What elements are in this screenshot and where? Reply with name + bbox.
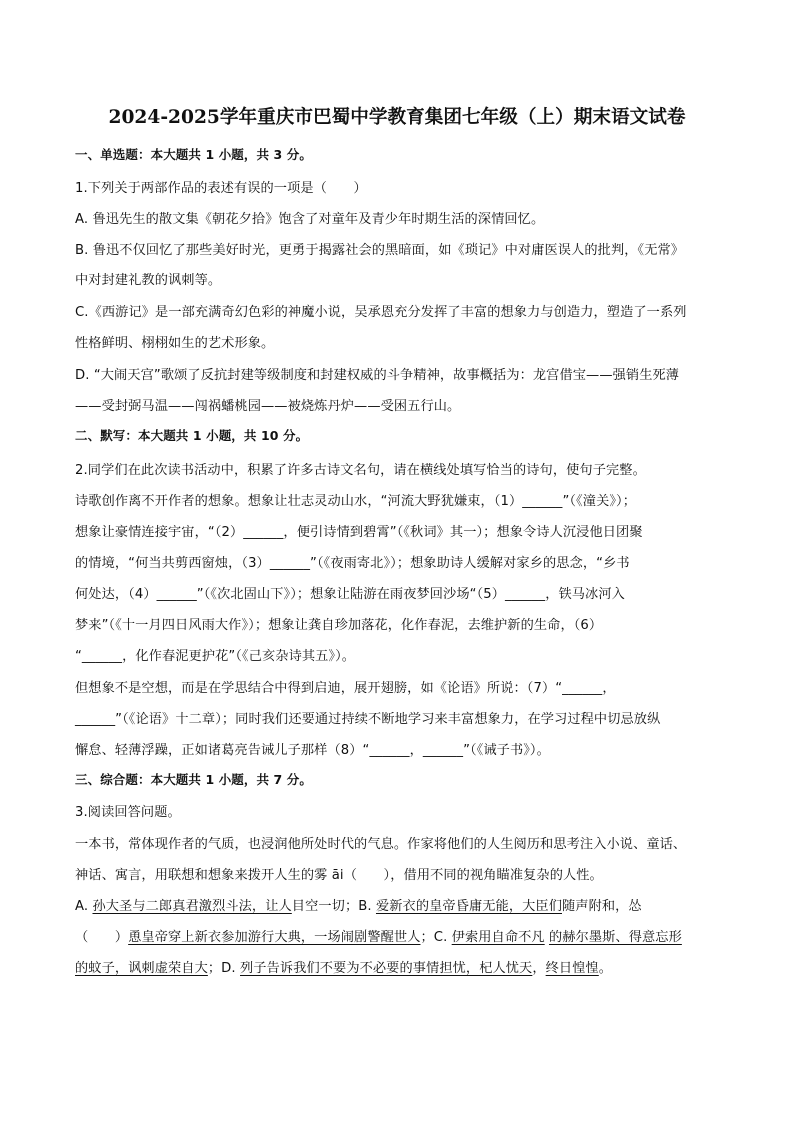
q1-option-c-line2: 性格鲜明、栩栩如生的艺术形象。 — [75, 336, 275, 351]
q2-line: “______，化作春泥更护花”（《己亥杂诗其五》）。 — [75, 649, 356, 664]
q2-line: ______”（《论语》十二章）；同时我们还要通过持续不断地学习来丰富想象力，在学习过程中切忌放纵 — [75, 712, 661, 727]
q1-option-d-line2: ——受封弼马温——闯祸蟠桃园——被烧炼丹炉——受困五行山。 — [75, 399, 461, 414]
q3-underlined-text: 列子告诉我们不要为不必要的事情担忧，杞人忧天 — [240, 961, 533, 976]
q1-option-d-line1: D. “大闹天宫”歌颂了反抗封建等级制度和封建权威的斗争精神，故事概括为：龙宫借宝——强销生死薄 — [75, 368, 680, 383]
q2-line: 梦来”（《十一月四日风雨大作》）；想象让龚自珍加落花，化作春泥，去维护新的生命，（6） — [75, 618, 603, 633]
q3-underlined-text: 爱新衣的皇帝昏庸无能，大臣们 — [375, 899, 562, 914]
q3-text: ， — [532, 961, 546, 976]
q3-options-line2 — [75, 926, 682, 945]
q2-line: 的情境，“何当共剪西窗烛，（3）______”（《夜雨寄北》）；想象助诗人缓解对家乡的思念，“乡书 — [75, 556, 630, 571]
q2-line: 何处达，（4）______”（《次北固山下》）；想象让陆游在雨夜梦回沙场“（5）______，铁马冰河入 — [75, 587, 625, 602]
q3-underlined-text: 的蚊子，讽刺虚荣自大 — [75, 961, 208, 976]
q3-passage-line1: 一本书，常体现作者的气质，也浸润他所处时代的气息。作家将他们的人生阅历和思考注入小说、童话、 — [75, 837, 687, 852]
q3-options-line3 — [75, 957, 612, 976]
q3-underlined-text: 孙大圣与二郎真君激烈斗法，让人 — [92, 899, 292, 914]
section-heading-single-choice: 一、单选题：本大题共 1 小题，共 3 分。 — [75, 147, 313, 162]
q3-underlined-text: 伊索用自命不凡 — [451, 930, 545, 945]
q3-underlined-text: 终日惶惶 — [545, 961, 599, 976]
q3-underlined-text: 的赫尔墨斯、得意忘形 — [548, 930, 682, 945]
q3-options-line1 — [75, 895, 642, 914]
page-title: 2024-2025学年重庆市巴蜀中学教育集团七年级（上）期末语文试卷 — [108, 107, 686, 128]
q3-text: A. — [75, 899, 93, 914]
q3-text: 目空一切；B. — [291, 899, 376, 914]
q3-passage-line2: 神话、寓言，用联想和想象来拨开人生的雾 āi（ ），借用不同的视角瞄准复杂的人性。 — [75, 868, 603, 883]
section-heading-dictation: 二、默写：本大题共 1 小题，共 10 分。 — [75, 428, 309, 443]
q2-line: 但想象不是空想，而是在学思结合中得到启迪，展开翅膀，如《论语》所说：（7）“______， — [75, 681, 616, 696]
q3-text: 。 — [598, 961, 613, 976]
q3-text: ；D. — [207, 961, 241, 976]
q1-option-c-line1: C.《西游记》是一部充满奇幻色彩的神魔小说，吴承恩充分发挥了丰富的想象力与创造力，塑造了一系列 — [75, 305, 687, 320]
q1-stem: 1.下列关于两部作品的表述有误的一项是（ ） — [75, 181, 367, 196]
q1-option-b-line1: B. 鲁迅不仅回忆了那些美好时光，更勇于揭露社会的黑暗面，如《琐记》中对庸医误人的批判，《无常》 — [75, 243, 685, 258]
q3-text: 随声附和，怂 — [562, 899, 642, 914]
q3-text: （ ） — [75, 930, 129, 945]
q2-line: 懈怠、轻薄浮躁，正如诸葛亮告诫儿子那样（8）“______，______”（《诫子书》）。 — [75, 743, 550, 758]
q2-line: 想象让豪情连接宇宙，“（2）______，便引诗情到碧霄”（《秋词》其一）；想象令诗人沉浸他日团聚 — [75, 525, 643, 540]
q3-underlined-text: 恿皇帝穿上新衣参加游行大典，一场闹剧警醒世人 — [128, 930, 421, 945]
q1-option-b-line2: 中对封建礼教的讽刺等。 — [75, 273, 222, 288]
q1-option-a: A. 鲁迅先生的散文集《朝花夕拾》饱含了对童年及青少年时期生活的深情回忆。 — [75, 212, 545, 227]
q2-line: 诗歌创作离不开作者的想象。想象让壮志灵动山水，“河流大野犹嫌束，（1）______”（《潼关》）； — [75, 494, 637, 509]
q3-stem: 3.阅读回答问题。 — [75, 805, 181, 820]
q2-stem: 2.同学们在此次读书活动中，积累了许多古诗文名句，请在横线处填写恰当的诗句，使句子完整。 — [75, 463, 646, 478]
q3-text: ；C. — [420, 930, 452, 945]
section-heading-comprehensive: 三、综合题：本大题共 1 小题，共 7 分。 — [75, 772, 313, 787]
